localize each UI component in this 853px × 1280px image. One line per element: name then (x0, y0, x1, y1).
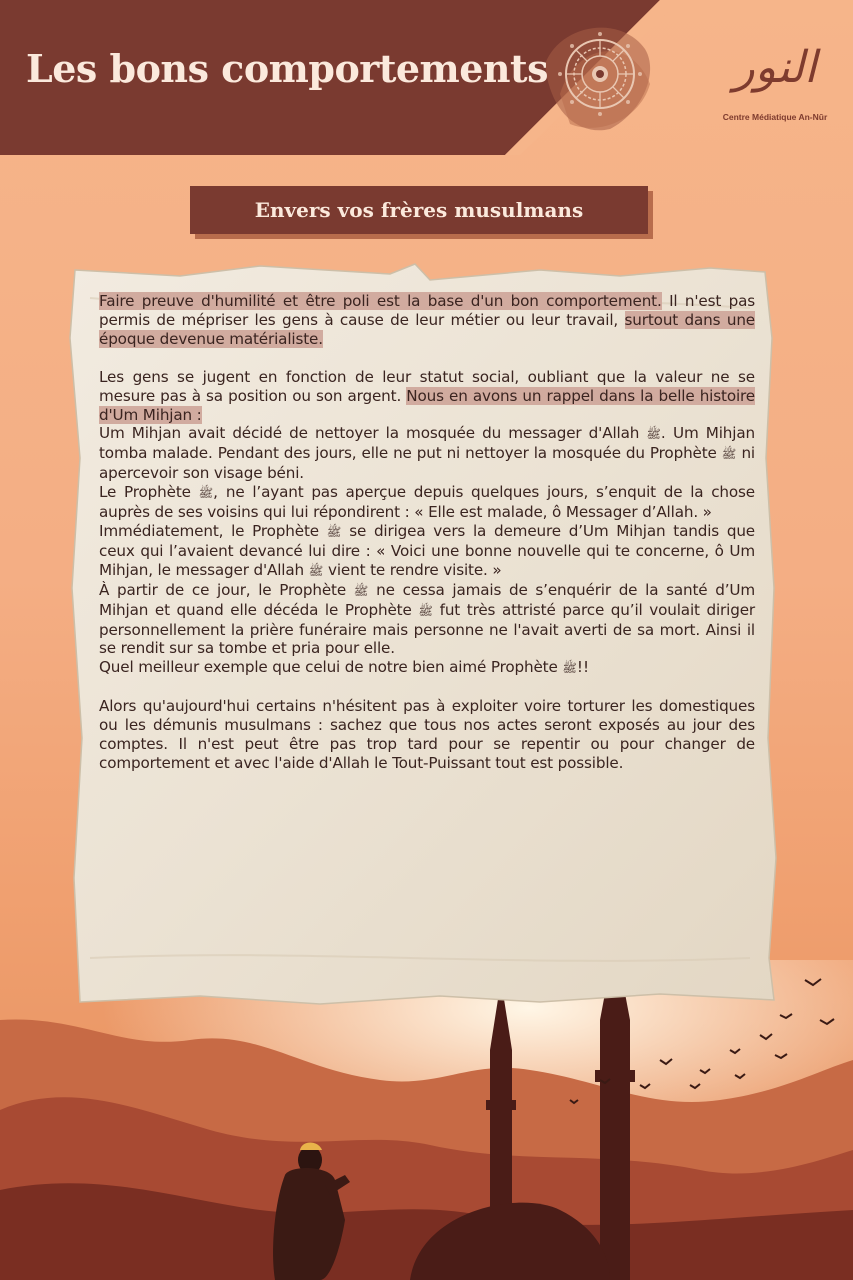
paragraph-story-4 (99, 581, 755, 659)
paragraph-social-status (99, 368, 755, 425)
body-text: Immédiatement, le Prophète (99, 521, 327, 540)
salawat-glyph: ﷺ (418, 603, 433, 618)
salawat-glyph: ﷺ (326, 524, 342, 539)
body-text: , ne l’ayant pas aperçue depuis quelques jours, s’enquit de la chose auprès de ses voisins qui lui répondirent : « Elle est malade, ô Messager d’Allah. » (99, 483, 755, 522)
body-text: fut très attristé parce qu’il voulait diriger personnellement la prière funéraire mais personne ne l'avait averti de sa mort. Ainsi il se rendit sur sa tombe et pria pour elle. (99, 600, 755, 658)
salawat-glyph: ﷺ (353, 583, 369, 598)
body-text: À partir de ce jour, le Prophète (99, 580, 354, 599)
logo-caption: Centre Médiatique An-Nūr (722, 112, 828, 122)
body-text: !! (576, 658, 590, 677)
body-text: Quel meilleur exemple que celui de notre bien aimé Prophète (99, 658, 563, 677)
paragraph-story-1 (99, 424, 755, 483)
body-text: . Um Mihjan tomba malade. Pendant des jours, elle ne put ni nettoyer la mosquée du Prophète (99, 424, 755, 463)
body-text: Le Prophète (99, 483, 199, 502)
salawat-glyph: ﷺ (308, 563, 324, 578)
body-text: Il n'est pas permis de mépriser les gens à cause de leur métier ou leur travail, (99, 292, 756, 329)
section-heading-box (190, 186, 648, 234)
paragraph-story-3 (99, 522, 755, 581)
body-text: Alors qu'aujourd'hui certains n'hésitent pas à exploiter voire torturer les domestiques ou les démunis musulmans : sachez que tous nos actes seront exposés au jour des comptes. Il n'est peut être pas trop tard pour se repentir ou pour changer de comportement et avec l'aide d'Allah le Tout-Puissant tout est possible. (99, 697, 755, 772)
paragraph-story-2 (99, 483, 755, 522)
salawat-glyph: ﷺ (721, 447, 737, 462)
paragraph-example (99, 658, 755, 678)
paragraph-conclusion (99, 697, 755, 773)
paragraph-humility (99, 292, 755, 349)
body-text: ni apercevoir son visage béni. (99, 444, 755, 483)
salawat-glyph: ﷺ (562, 661, 577, 676)
body-text: Um Mihjan avait décidé de nettoyer la mosquée du messager d'Allah (99, 424, 647, 443)
article-body (99, 292, 755, 773)
logo-arabic-wordmark: النور (733, 42, 817, 93)
highlight-text: Faire preuve d'humilité et être poli est la base d'un bon comportement. (99, 292, 662, 310)
highlight-text: Nous en avons un rappel dans la belle histoire d'Um Mihjan : (99, 386, 755, 424)
section-heading: Envers vos frères musulmans (254, 198, 584, 222)
salawat-glyph: ﷺ (646, 427, 661, 442)
body-text: se dirigea vers la demeure d’Um Mihjan tandis que ceux qui l’avaient devancé lui dire : « Voici une bonne nouvelle qui te concerne, ô Um Mihjan, le messager d'Allah (99, 521, 755, 579)
brand-logo (715, 38, 835, 138)
page-title: Les bons comportements (26, 46, 549, 91)
body-text: Les gens se jugent en fonction de leur statut social, oubliant que la valeur ne se mesure pas à sa position ou son argent. (99, 367, 755, 405)
body-text: vient te rendre visite. » (323, 560, 502, 579)
body-text: ne cessa jamais de s’enquérir de la santé d’Um Mihjan et quand elle décéda le Prophète (99, 580, 756, 619)
salawat-glyph: ﷺ (198, 486, 214, 501)
highlight-text: surtout dans une époque devenue matérialiste. (99, 310, 755, 348)
